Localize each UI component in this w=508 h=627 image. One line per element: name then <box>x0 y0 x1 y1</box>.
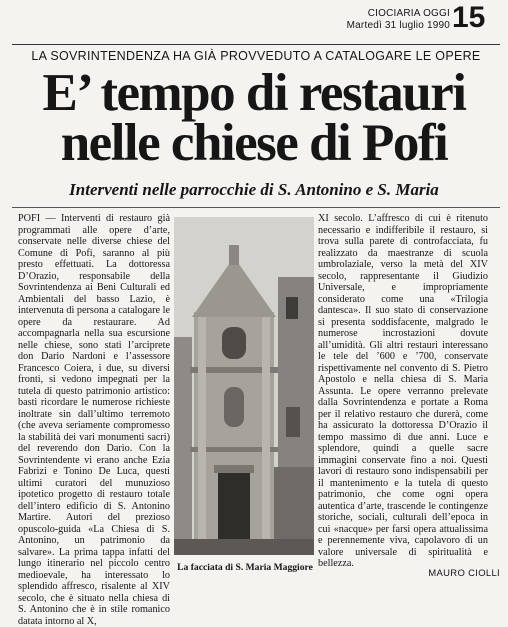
page-number: 15 <box>452 1 486 34</box>
church-facade-drawing <box>174 217 314 555</box>
headline-line-1: E’ tempo di restauri <box>42 64 466 122</box>
top-rule <box>12 44 500 45</box>
article-column-2: XI secolo. L’affresco di cui è ritenuto necessario e indifferibile il restauro, si trova sulla parete di controfacciata, fu realizzato da maestranze di scuola umbrolaziale, verso la metà del XIV secolo, rappresentante il Giudizio Universale, e impropriamente considerato come una «Trilogia dantesca». Il suo stato di conservazione si presenta soddisfacente, malgrado le numerose incrostazioni dovute all’umidità. Gli altri restauri interessano le tele del ’600 e ’700, conservate rispettivamente nel convento di S. Pietro Apostolo e nella chiesa di S. Maria Assunta. Le opere verranno prelevate dalla Sovrintendenza e portate a Roma per il relativo restauro che durerà, come ha assicurato la dottoressa D’Orazio il tempo massimo di due anni. Luce e splendore, quindi a quelle sacre immagini conservate fino a noi. Questi lavori di restauro sono indispensabili per il mantenimento e la tutela di questo patrimonio, che come ogni opera autentica d’arte, trascende le contingenze storiche, sociali, culturali dell’epoca in cui «nacque» per farsi opera attualissima e perennemente viva, capolavoro di un valore universale di spiritualità e bellezza. <box>318 213 488 569</box>
subheadline: Interventi nelle parrocchie di S. Antonino e S. Maria <box>69 180 439 199</box>
kicker: LA SOVRINTENDENZA HA GIÀ PROVVEDUTO A CATALOGARE LE OPERE <box>31 49 481 63</box>
church-facade-photo <box>174 217 314 555</box>
issue-date: Martedì 31 luglio 1990 <box>346 20 450 31</box>
photo-caption: La facciata di S. Maria Maggiore <box>177 562 313 573</box>
article-column-1: POFI — Interventi di restauro già programmati alle opere d’arte, conservate nelle diverse chiese del Comune di Pofi, saranno al più presto effettuati. La dottoressa D’Orazio, responsabile della Sovrintendenza ai Beni Culturali ed Ambientali del basso Lazio, è intervenuta di persona a catalogare le opere da restaurare. Ad accompagnarla nella sua escursione nelle chiese, sono stati l’arciprete don Dario Nardoni e l’assessore Francesco Coiera, i due, su diversi fronti, si vedono impegnati per la tutela di questo patrimonio artistico: basti ricordare le numerose richieste inoltrate sin dall’ultimo terremoto (che aveva seriamente compromesso la stabilità dei vari monumenti sacri) del reverendo don Dario. Con la Sovrintendente vi erano anche Ezia Fabrizi e Tonino De Luca, questi ultimi curatori del munuzioso ipotetico progetto di restauro totale dell’intero edificio di S. Antonino Martire. Autori del prezioso opuscolo-guida «La Chiesa di S. Antonino, un patrimonio da salvare». La prima tappa infatti del lungo itinerario nel piccolo centro medioevale, ha interessato lo splendido affresco, risalente al XIV secolo, che è situato nella chiesa di S. Antonino che è in stile romanico datata intorno al X, <box>18 213 170 627</box>
newspaper-name: CIOCIARIA OGGI <box>367 8 450 19</box>
headline-line-2: nelle chiese di Pofi <box>60 114 448 172</box>
author-byline: MAURO CIOLLI <box>428 568 500 579</box>
headline <box>0 64 508 172</box>
masthead <box>330 8 450 32</box>
section-rule <box>12 207 500 208</box>
